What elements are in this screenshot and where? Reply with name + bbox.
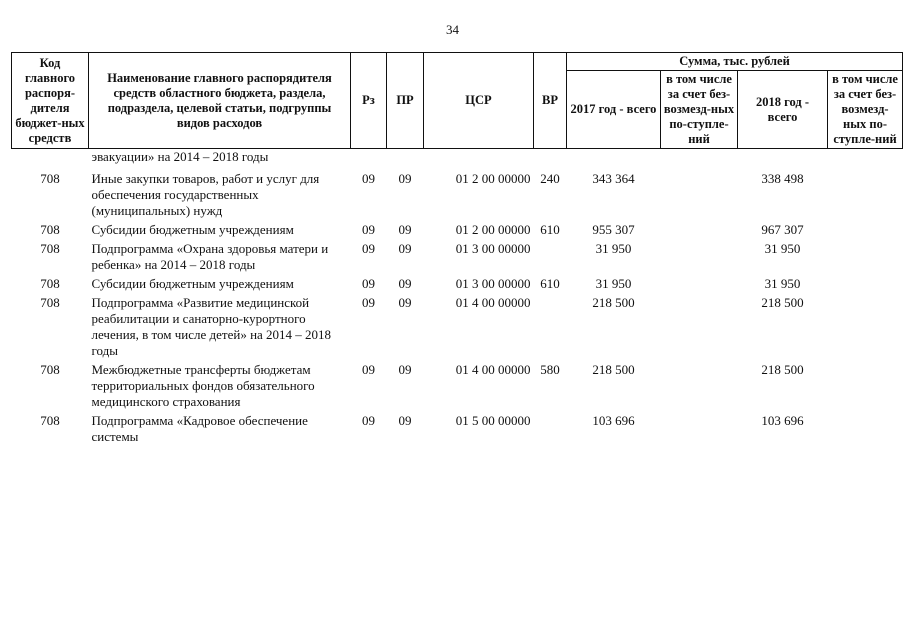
cell-2018-total: 31 950: [764, 276, 801, 291]
cell-rz: 09: [362, 222, 375, 237]
table-row: [12, 276, 903, 295]
table-row: [12, 295, 903, 362]
cell-2017-grants: [661, 362, 738, 413]
cell-code: 708: [40, 222, 60, 237]
cell-2018-grants: [828, 241, 903, 276]
cell-name: Подпрограмма «Развитие медицинской реабилитации и санаторно-курортного лечения, в том числе детей» на 2014 – 2018 годы: [91, 295, 332, 358]
cell-rz: 09: [362, 362, 375, 377]
cell-csr: 01 5 00 00000: [455, 413, 531, 428]
cell-csr: 01 2 00 00000: [455, 222, 531, 237]
cell-2018-grants: [828, 295, 903, 362]
header-pr: ПР: [387, 53, 424, 149]
header-2017-grants: в том числе за счет без-возмезд-ных по-ступле-ний: [661, 71, 738, 149]
cell-csr: 01 4 00 00000: [455, 362, 531, 377]
cell-csr: 01 4 00 00000: [455, 295, 531, 310]
table-row: [12, 222, 903, 241]
cell-name: Межбюджетные трансферты бюджетам территориальных фондов обязательного медицинского страхования: [91, 362, 315, 409]
continuation-text: эвакуации» на 2014 – 2018 годы: [91, 149, 269, 164]
cell-pr: 09: [398, 276, 412, 291]
cell-pr: 09: [398, 171, 412, 186]
cell-rz: 09: [362, 295, 375, 310]
cell-2017-total: 218 500: [592, 362, 635, 377]
cell-2017-total: 218 500: [592, 295, 635, 310]
cell-code: 708: [40, 241, 60, 256]
cell-rz: 09: [362, 276, 375, 291]
cell-2017-total: 31 950: [595, 241, 632, 256]
cell-2018-grants: [828, 362, 903, 413]
cell-2018-grants: [828, 171, 903, 222]
cell-csr: 01 3 00 00000: [455, 241, 531, 256]
cell-2018-grants: [828, 413, 903, 448]
header-2017-total: 2017 год - всего: [567, 71, 661, 149]
page-number: 34: [446, 22, 459, 37]
header-rz: Рз: [351, 53, 387, 149]
continuation-row: [12, 149, 903, 172]
cell-code: 708: [40, 362, 60, 377]
cell-code: 708: [40, 276, 60, 291]
cell-rz: 09: [362, 241, 375, 256]
cell-vr: 610: [540, 276, 560, 291]
cell-pr: 09: [398, 413, 412, 428]
header-vr: ВР: [534, 53, 567, 149]
cell-pr: 09: [398, 295, 412, 310]
cell-pr: 09: [398, 362, 412, 377]
table-header: [12, 53, 903, 149]
cell-2017-total: 955 307: [592, 222, 635, 237]
header-code: Код главного распоря-дителя бюджет-ных средств: [12, 53, 89, 149]
cell-2018-total: 31 950: [764, 241, 801, 256]
cell-name: Субсидии бюджетным учреждениям: [91, 276, 294, 291]
cell-2017-grants: [661, 241, 738, 276]
cell-code: 708: [40, 413, 60, 428]
cell-2017-total: 343 364: [592, 171, 635, 186]
cell-vr: [534, 241, 567, 276]
table-row: [12, 362, 903, 413]
cell-rz: 09: [362, 171, 375, 186]
cell-csr: 01 3 00 00000: [455, 276, 531, 291]
cell-name: Подпрограмма «Кадровое обеспечение системы: [91, 413, 308, 444]
cell-2017-grants: [661, 222, 738, 241]
table-row: [12, 241, 903, 276]
cell-2018-total: 218 500: [761, 362, 804, 377]
cell-2017-grants: [661, 276, 738, 295]
cell-2017-grants: [661, 171, 738, 222]
cell-2017-grants: [661, 413, 738, 448]
cell-csr: 01 2 00 00000: [455, 171, 531, 186]
cell-2018-total: 967 307: [761, 222, 804, 237]
cell-2018-grants: [828, 276, 903, 295]
table-body: [12, 149, 903, 449]
cell-2017-total: 103 696: [592, 413, 635, 428]
cell-2017-total: 31 950: [595, 276, 632, 291]
cell-vr: 580: [540, 362, 560, 377]
cell-2018-total: 218 500: [761, 295, 804, 310]
cell-pr: 09: [398, 222, 412, 237]
header-name: Наименование главного распорядителя средств областного бюджета, раздела, подраздела, целевой статьи, подгруппы видов расходов: [89, 53, 351, 149]
cell-vr: 240: [540, 171, 560, 186]
header-csr: ЦСР: [424, 53, 534, 149]
table-row: [12, 413, 903, 448]
cell-vr: [534, 413, 567, 448]
header-sum-group: Сумма, тыс. рублей: [567, 53, 903, 71]
cell-rz: 09: [362, 413, 375, 428]
cell-name: Субсидии бюджетным учреждениям: [91, 222, 294, 237]
cell-2017-grants: [661, 295, 738, 362]
cell-vr: [534, 295, 567, 362]
cell-code: 708: [40, 295, 60, 310]
cell-name: Иные закупки товаров, работ и услуг для обеспечения государственных (муниципальных) нужд: [91, 171, 320, 218]
cell-code: [12, 149, 89, 172]
budget-table: [11, 52, 903, 448]
cell-vr: 610: [540, 222, 560, 237]
cell-pr: 09: [398, 241, 412, 256]
cell-name: Подпрограмма «Охрана здоровья матери и ребенка» на 2014 – 2018 годы: [91, 241, 329, 272]
header-2018-grants: в том числе за счет без-возмезд-ных по-ступле-ний: [828, 71, 903, 149]
cell-2018-grants: [828, 222, 903, 241]
cell-2018-total: 103 696: [761, 413, 804, 428]
table-row: [12, 171, 903, 222]
cell-2018-total: 338 498: [761, 171, 804, 186]
header-2018-total: 2018 год - всего: [738, 71, 828, 149]
cell-code: 708: [40, 171, 60, 186]
